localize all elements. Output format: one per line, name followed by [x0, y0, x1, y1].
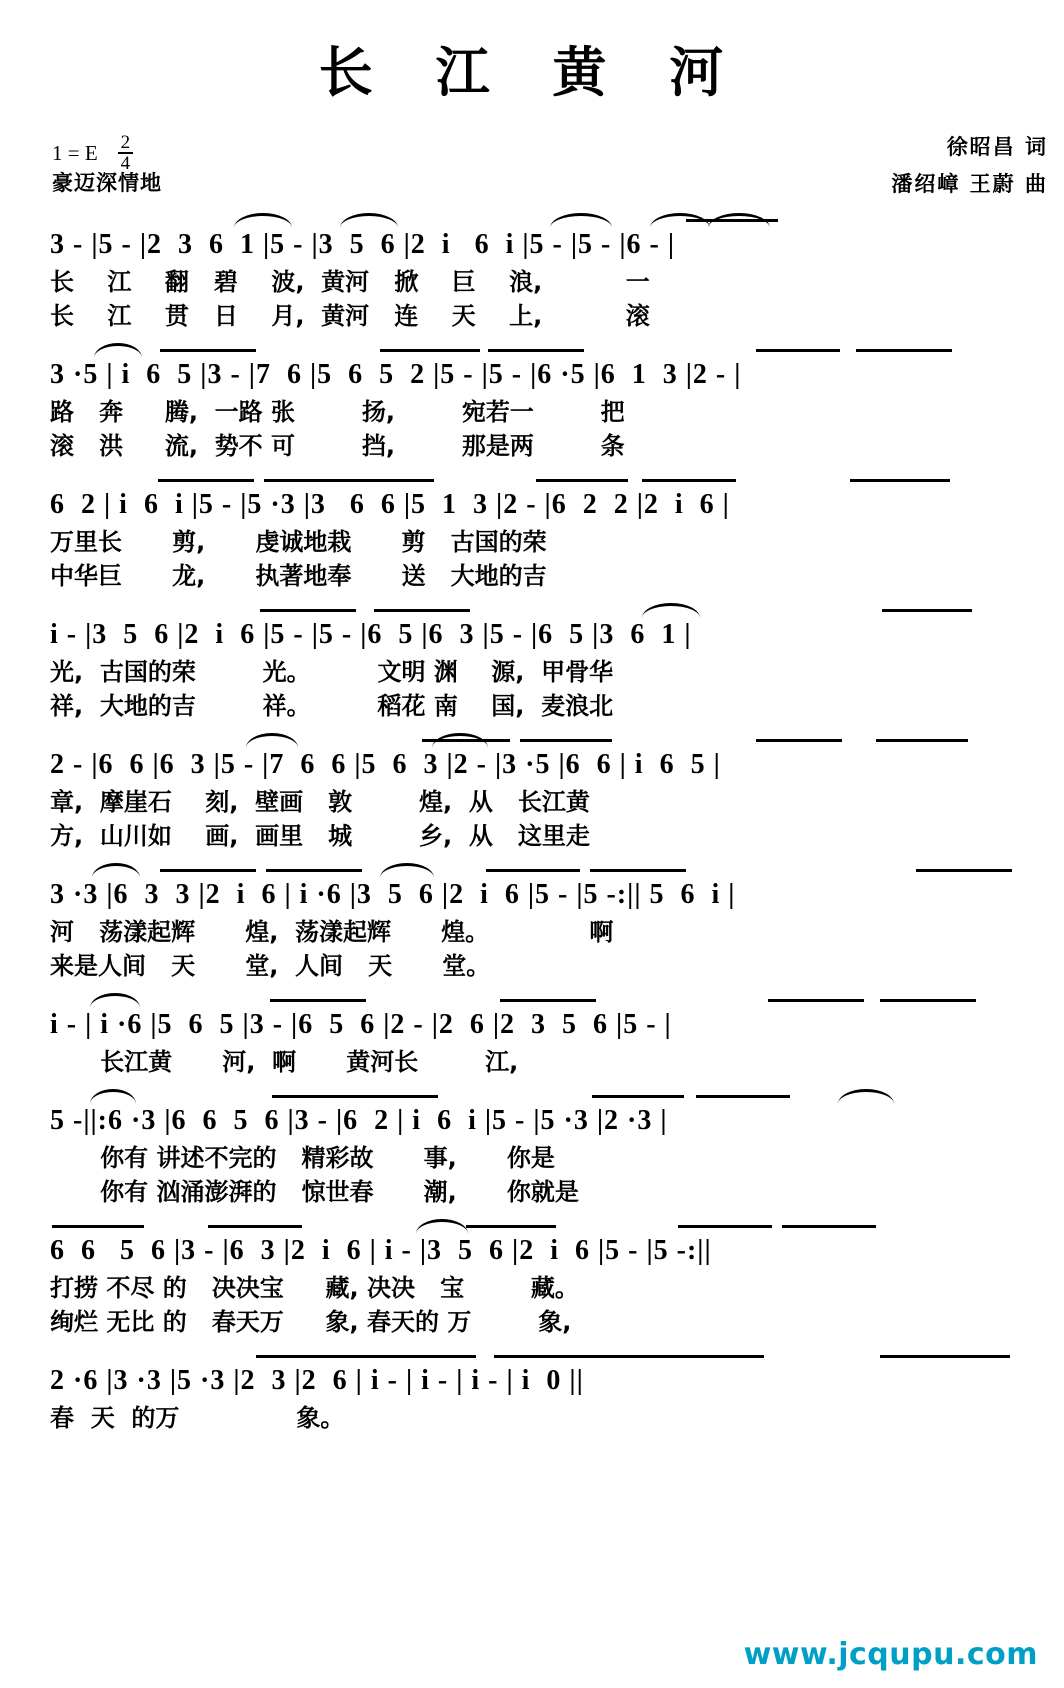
- slur-mark: [416, 1219, 468, 1234]
- beam-line: [916, 869, 1012, 872]
- lyric-line-1: 长江黄 河, 啊 黄河长 江,: [50, 1048, 519, 1076]
- notation-line: 3 - |5 - |2 3 6 1 |5 - |3 5 6 |2 i 6 i |5 - |5 - |6 - |: [50, 229, 675, 260]
- slur-mark: [90, 993, 140, 1008]
- lyric-line-2: 绚烂 无比 的 春天万 象, 春天的 万 象,: [50, 1308, 572, 1336]
- beam-line: [686, 219, 778, 222]
- lyric-line-2: 来是人间 天 堂, 人间 天 堂。: [50, 952, 491, 980]
- lyric-line-2: 祥, 大地的吉 祥。 稻花 南 国, 麦浪北: [50, 692, 614, 720]
- slur-mark: [246, 733, 298, 748]
- music-system: [0, 473, 1064, 593]
- beam-zone: [50, 473, 1050, 487]
- notation-line: 6 6 5 6 |3 - |6 3 |2 i 6 | i - |3 5 6 |2 i 6 |5 - |5 -:||: [50, 1235, 712, 1266]
- music-system: [0, 343, 1064, 463]
- beam-line: [486, 869, 580, 872]
- beam-line: [520, 739, 612, 742]
- lyric-line-2: 长 江 贯 日 月, 黄河 连 天 上, 滚: [50, 302, 650, 330]
- key-label: 1 = E: [52, 140, 98, 165]
- lyric-line-1: 章, 摩崖石 刻, 壁画 敦 煌, 从 长江黄: [50, 788, 590, 816]
- beam-zone: [50, 213, 1050, 227]
- notation-line: 2 - |6 6 |6 3 |5 - |7 6 6 |5 6 3 |2 - |3 ·5 |6 6 | i 6 5 |: [50, 749, 721, 780]
- lyric-line-1: 春 天 的万 象。: [50, 1404, 345, 1432]
- beam-zone: [50, 343, 1050, 357]
- slur-mark: [642, 603, 700, 618]
- beam-zone: [50, 733, 1050, 747]
- time-signature-numerator: 2: [118, 133, 134, 154]
- beam-line: [488, 349, 584, 352]
- notation-line: 6 2 | i 6 i |5 - |5 ·3 |3 6 6 |5 1 3 |2 - |6 2 2 |2 i 6 |: [50, 489, 730, 520]
- beam-line: [880, 999, 976, 1002]
- time-signature-denominator: 4: [120, 153, 131, 174]
- beam-line: [678, 1225, 772, 1228]
- music-system: [0, 1349, 1064, 1435]
- lyric-line-2: 你有 汹涌澎湃的 惊世春 潮, 你就是: [50, 1178, 579, 1206]
- beam-line: [880, 1355, 1010, 1358]
- music-system: [0, 1089, 1064, 1209]
- beam-zone: [50, 1349, 1050, 1363]
- beam-line: [160, 349, 256, 352]
- music-system: [0, 603, 1064, 723]
- composer: 潘绍嶂 王蔚 曲: [891, 171, 1048, 196]
- page-title: 长 江 黄 河: [318, 41, 746, 104]
- slur-mark: [550, 213, 612, 228]
- beam-line: [260, 609, 356, 612]
- lyric-line-1: 光, 古国的荣 光。 文明 渊 源, 甲骨华: [50, 658, 614, 686]
- beam-line: [782, 1225, 876, 1228]
- lyric-line-2: 滚 洪 流, 势不 可 挡, 那是两 条: [50, 432, 625, 460]
- watermark: www.jcqupu.com: [743, 1637, 1038, 1672]
- beam-line: [536, 479, 628, 482]
- slur-mark: [380, 863, 434, 878]
- music-systems: [0, 213, 1064, 1435]
- beam-line: [270, 999, 366, 1002]
- beam-line: [696, 1095, 790, 1098]
- beam-line: [850, 479, 950, 482]
- notation-line: 3 ·3 |6 3 3 |2 i 6 | i ·6 |3 5 6 |2 i 6 |5 - |5 -:|| 5 6 i |: [50, 879, 736, 910]
- slur-mark: [838, 1089, 894, 1104]
- beam-line: [266, 869, 362, 872]
- music-system: [0, 863, 1064, 983]
- beam-line: [882, 609, 972, 612]
- beam-line: [466, 1225, 556, 1228]
- notation-line: 3 ·5 | i 6 5 |3 - |7 6 |5 6 5 2 |5 - |5 - |6 ·5 |6 1 3 |2 - |: [50, 359, 742, 390]
- slur-mark: [234, 213, 292, 228]
- lyric-line-1: 打捞 不尽 的 决决宝 藏, 决决 宝 藏。: [50, 1274, 579, 1302]
- sheet-music-page: [0, 30, 1064, 1688]
- beam-line: [592, 1095, 684, 1098]
- beam-line: [272, 1095, 438, 1098]
- slur-mark: [92, 863, 140, 878]
- lyricist: 徐昭昌 词: [946, 135, 1048, 159]
- music-system: [0, 993, 1064, 1079]
- notation-line: i - | i ·6 |5 6 5 |3 - |6 5 6 |2 - |2 6 |2 3 5 6 |5 - |: [50, 1009, 672, 1040]
- beam-line: [494, 1355, 764, 1358]
- beam-line: [158, 479, 254, 482]
- credits: [891, 129, 1048, 203]
- beam-zone: [50, 1089, 1050, 1103]
- beam-line: [160, 869, 256, 872]
- slur-mark: [94, 343, 142, 358]
- score-metadata: [0, 129, 1064, 209]
- beam-line: [256, 1355, 476, 1358]
- beam-zone: [50, 993, 1050, 1007]
- beam-line: [856, 349, 952, 352]
- music-system: [0, 733, 1064, 853]
- beam-line: [380, 349, 480, 352]
- lyric-line-1: 路 奔 腾, 一路 张 扬, 宛若一 把: [50, 398, 625, 426]
- beam-line: [208, 1225, 302, 1228]
- lyric-line-1: 长 江 翻 碧 波, 黄河 掀 巨 浪, 一: [50, 268, 650, 296]
- beam-line: [768, 999, 864, 1002]
- beam-zone: [50, 863, 1050, 877]
- lyric-line-2: 方, 山川如 画, 画里 城 乡, 从 这里走: [50, 822, 590, 850]
- beam-line: [642, 479, 736, 482]
- slur-mark: [90, 1089, 136, 1104]
- lyric-line-1: 你有 讲述不完的 精彩故 事, 你是: [50, 1144, 555, 1172]
- beam-line: [756, 739, 842, 742]
- beam-line: [422, 739, 510, 742]
- music-system: [0, 1219, 1064, 1339]
- beam-line: [264, 479, 434, 482]
- notation-line: 5 -||:6 ·3 |6 6 5 6 |3 - |6 2 | i 6 i |5 - |5 ·3 |2 ·3 |: [50, 1105, 668, 1136]
- notation-line: 2 ·6 |3 ·3 |5 ·3 |2 3 |2 6 | i - | i - | i - | i 0 ||: [50, 1365, 584, 1396]
- beam-line: [590, 869, 686, 872]
- lyric-line-2: 中华巨 龙, 执著地奉 送 大地的吉: [50, 562, 547, 590]
- beam-line: [500, 999, 596, 1002]
- lyric-line-1: 河 荡漾起辉 煌, 荡漾起辉 煌。 啊: [50, 918, 614, 946]
- beam-zone: [50, 603, 1050, 617]
- slur-mark: [340, 213, 398, 228]
- beam-line: [756, 349, 840, 352]
- notation-line: i - |3 5 6 |2 i 6 |5 - |5 - |6 5 |6 3 |5 - |6 5 |3 6 1 |: [50, 619, 692, 650]
- beam-zone: [50, 1219, 1050, 1233]
- beam-line: [374, 609, 470, 612]
- beam-line: [876, 739, 968, 742]
- tempo-marking: 豪迈深情地: [52, 171, 162, 195]
- music-system: [0, 213, 1064, 333]
- lyric-line-1: 万里长 剪, 虔诚地栽 剪 古国的荣: [50, 528, 547, 556]
